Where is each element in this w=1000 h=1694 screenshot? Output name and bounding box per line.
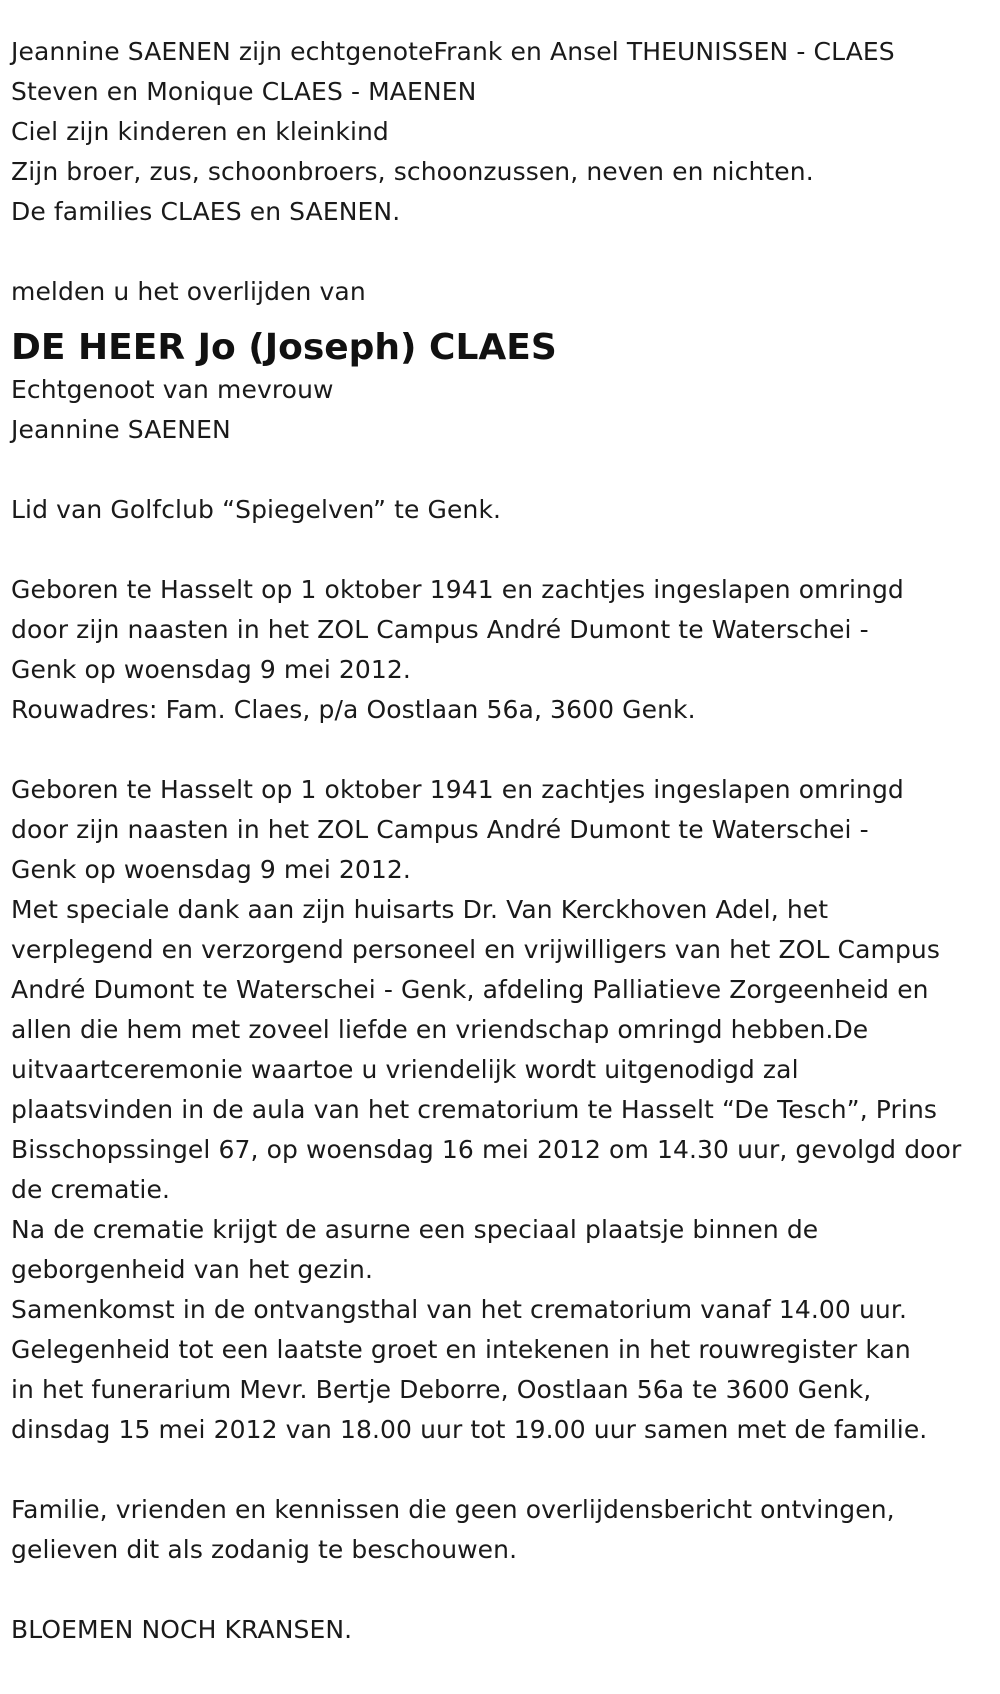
announcement [11,272,990,312]
paragraph-line: Geboren te Hasselt op 1 oktober 1941 en zachtjes ingeslapen omringd [11,775,904,804]
birth-block-2 [11,770,990,1450]
deceased-block [11,326,990,450]
paragraph-line: Genk op woensdag 9 mei 2012. [11,655,411,684]
paragraph-line: allen die hem met zoveel liefde en vriendschap omringd hebben.De [11,1015,869,1044]
paragraph-line: Geboren te Hasselt op 1 oktober 1941 en zachtjes ingeslapen omringd [11,575,904,604]
paragraph-line: dinsdag 15 mei 2012 van 18.00 uur tot 19.00 uur samen met de familie. [11,1415,928,1444]
paragraph-line: Genk op woensdag 9 mei 2012. [11,855,411,884]
spouse-line: Echtgenoot van mevrouw [11,375,334,404]
paragraph-line: geborgenheid van het gezin. [11,1255,374,1284]
final-note-block [11,1610,990,1650]
final-note: BLOEMEN NOCH KRANSEN. [11,1615,353,1644]
paragraph-line: gelieven dit als zodanig te beschouwen. [11,1535,518,1564]
paragraph-line: Gelegenheid tot een laatste groet en intekenen in het rouwregister kan [11,1335,911,1364]
paragraph-line: Familie, vrienden en kennissen die geen overlijdensbericht ontvingen, [11,1495,895,1524]
spouse-line: Jeannine SAENEN [11,415,231,444]
paragraph-line: in het funerarium Mevr. Bertje Deborre, Oostlaan 56a te 3600 Genk, [11,1375,872,1404]
paragraph-line: Bisschopssingel 67, op woensdag 16 mei 2012 om 14.30 uur, gevolgd door [11,1135,962,1164]
spacer [11,730,990,770]
spacer [11,450,990,490]
paragraph-line: Samenkomst in de ontvangsthal van het crematorium vanaf 14.00 uur. [11,1295,908,1324]
spacer [11,1570,990,1610]
family-line: Ciel zijn kinderen en kleinkind [11,117,389,146]
paragraph-line: door zijn naasten in het ZOL Campus André Dumont te Waterschei - [11,615,869,644]
paragraph-line: door zijn naasten in het ZOL Campus André Dumont te Waterschei - [11,815,869,844]
closing-block [11,1490,990,1570]
paragraph-line: André Dumont te Waterschei - Genk, afdeling Palliatieve Zorgeenheid en [11,975,929,1004]
birth-block-1 [11,570,990,730]
spacer [11,530,990,570]
paragraph-line: de crematie. [11,1175,171,1204]
family-line: Jeannine SAENEN zijn echtgenoteFrank en Ansel THEUNISSEN - CLAES [11,37,895,66]
mourning-address: Rouwadres: Fam. Claes, p/a Oostlaan 56a, 3600 Genk. [11,695,696,724]
paragraph-line: verplegend en verzorgend personeel en vrijwilligers van het ZOL Campus [11,935,940,964]
family-block [11,32,990,232]
family-line: Zijn broer, zus, schoonbroers, schoonzussen, neven en nichten. [11,157,814,186]
membership-block [11,490,990,530]
paragraph-line: uitvaartceremonie waartoe u vriendelijk wordt uitgenodigd zal [11,1055,799,1084]
family-line: Steven en Monique CLAES - MAENEN [11,77,477,106]
paragraph-line: Met speciale dank aan zijn huisarts Dr. Van Kerckhoven Adel, het [11,895,829,924]
spacer [11,1450,990,1490]
paragraph-line: plaatsvinden in de aula van het crematorium te Hasselt “De Tesch”, Prins [11,1095,938,1124]
announcement-text: melden u het overlijden van [11,277,366,306]
paragraph-line: Na de crematie krijgt de asurne een speciaal plaatsje binnen de [11,1215,819,1244]
family-line: De families CLAES en SAENEN. [11,197,401,226]
spacer [11,232,990,272]
deceased-name: DE HEER Jo (Joseph) CLAES [11,327,557,368]
membership-text: Lid van Golfclub “Spiegelven” te Genk. [11,495,502,524]
